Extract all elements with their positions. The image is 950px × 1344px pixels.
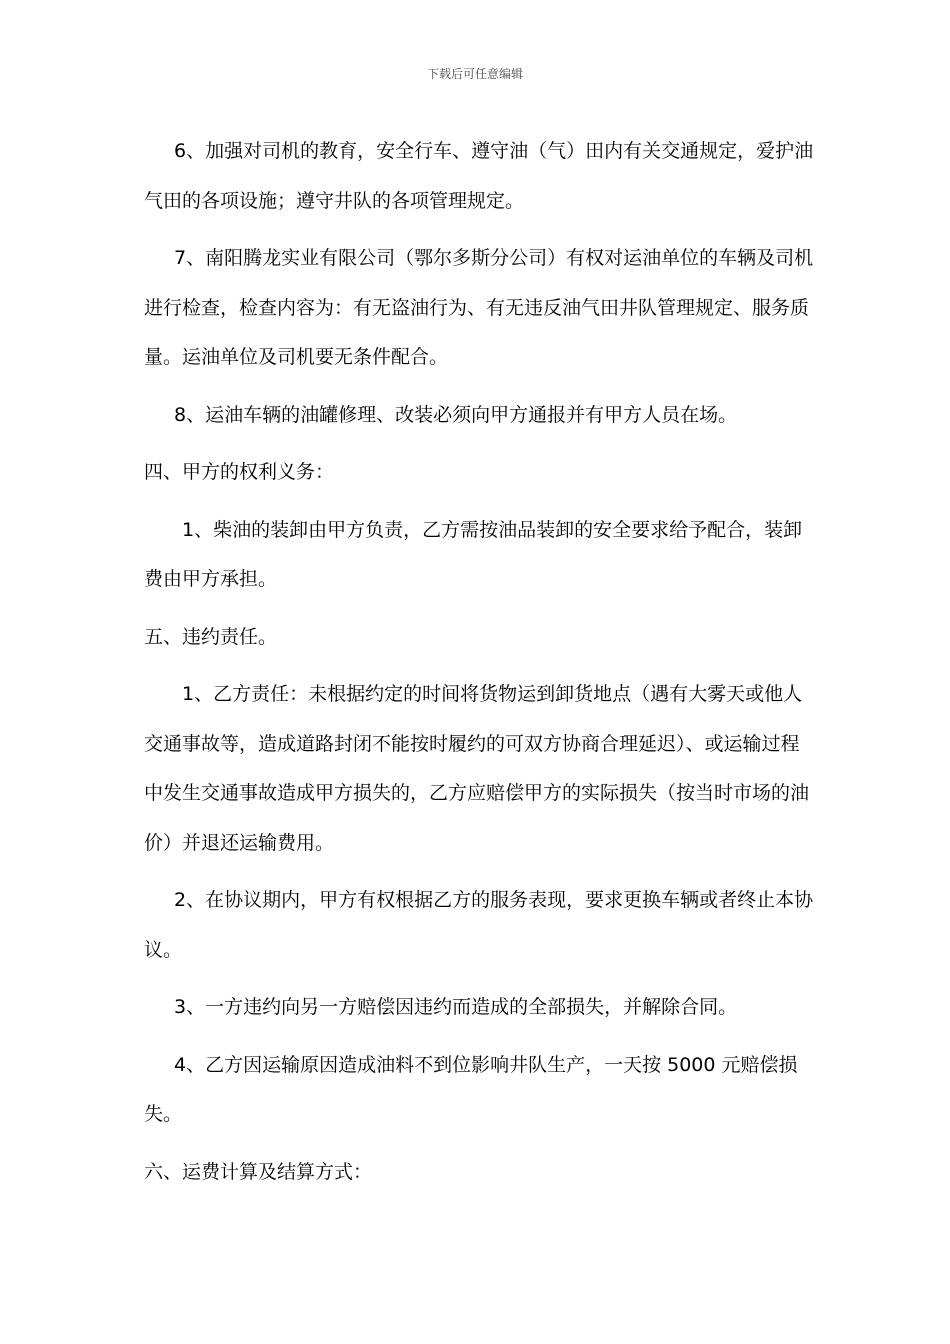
clause-7: 7、南阳腾龙实业有限公司（鄂尔多斯分公司）有权对运油单位的车辆及司机进行检查，检查内容为：有无盗油行为、有无违反油气田井队管理规定、服务质量。运油单位及司机要无条件配合。 [144, 247, 814, 368]
clause-8: 8、运油车辆的油罐修理、改装必须向甲方通报并有甲方人员在场。 [174, 403, 738, 426]
section-heading-6: 六、运费计算及结算方式： [144, 1160, 373, 1183]
section-heading-5: 五、违约责任。 [144, 625, 278, 648]
section-5-clause-2: 2、在协议期内，甲方有权根据乙方的服务表现，要求更换车辆或者终止本协议。 [144, 889, 814, 961]
section-heading-4: 四、甲方的权利义务： [144, 461, 335, 483]
clause-6: 6、加强对司机的教育，安全行车、遵守油（气）田内有关交通规定，爱护油气田的各项设施；遵守井队的各项管理规定。 [144, 140, 814, 212]
section-5-clause-4: 4、乙方因运输原因造成油料不到位影响井队生产，一天按 5000 元赔偿损失。 [144, 1053, 798, 1125]
document-body [144, 127, 814, 1205]
section-5-clause-3: 3、一方违约向另一方赔偿因违约而造成的全部损失，并解除合同。 [174, 996, 738, 1018]
section-5-clause-1: 1、乙方责任：未根据约定的时间将货物运到卸货地点（遇有大雾天或他人交通事故等，造成道路封闭不能按时履约的可双方协商合理延迟）、或运输过程中发生交通事故造成甲方损失的，乙方应赔偿甲方的实际损失（按当时市场的油价）并退还运输费用。 [144, 683, 810, 854]
page-header: 下载后可任意编辑 [426, 67, 523, 81]
section-4-clause-1: 1、柴油的装卸由甲方负责，乙方需按油品装卸的安全要求给予配合，装卸费由甲方承担。 [144, 518, 803, 590]
